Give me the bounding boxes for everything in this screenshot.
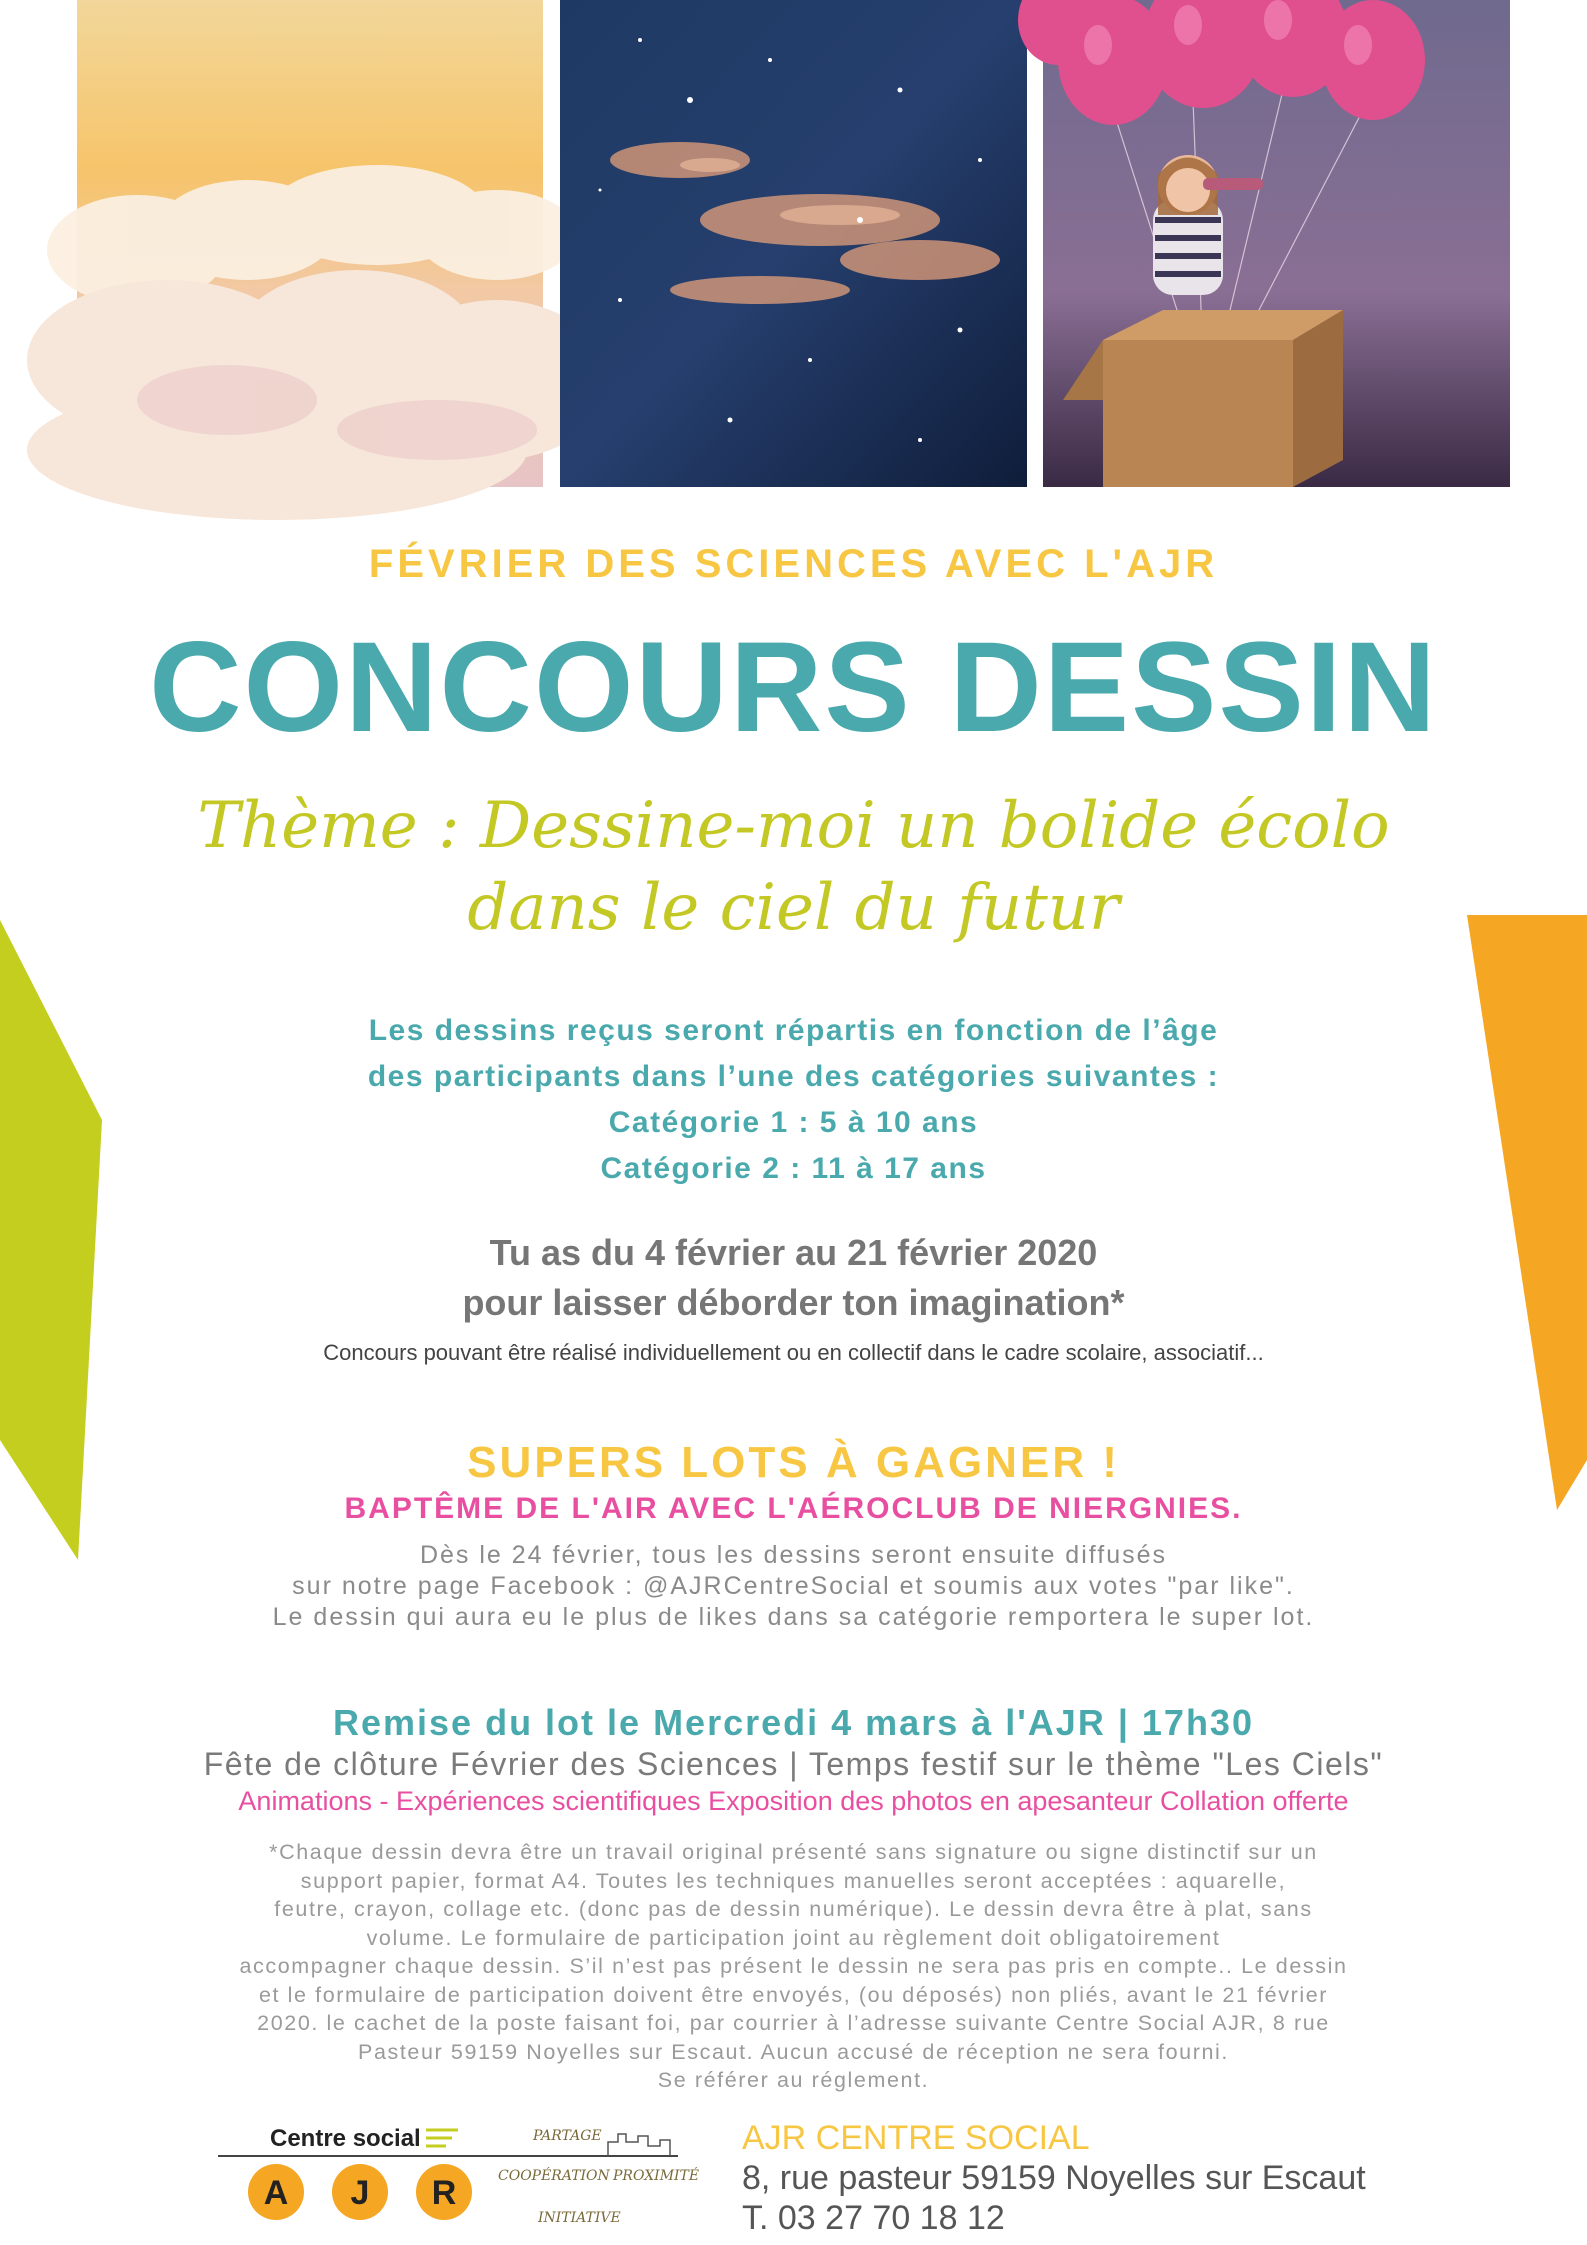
contact-name: AJR CENTRE SOCIAL [742, 2119, 1090, 2157]
category-item-1: Catégorie 1 : 5 à 10 ans [608, 1106, 979, 1139]
categories-intro-line-1: Les dessins reçus seront répartis en fonction de l’âge [368, 1014, 1219, 1047]
rules-line: support papier, format A4. Toutes les techniques manuelles seront acceptées : aquarelle, [300, 1868, 1287, 1893]
rules-line: feutre, crayon, collage etc. (donc pas de dessin numérique). Le dessin devra être à plat, sans [274, 1897, 1313, 1921]
collective-note: Concours pouvant être réalisé individuellement ou en collectif dans le cadre scolaire, associatif... [323, 1340, 1264, 1365]
period-block [0, 1228, 1587, 1328]
category-item-2: Catégorie 2 : 11 à 17 ans [600, 1152, 987, 1185]
logo-word-proximite: PROXIMITÉ [613, 2168, 700, 2184]
ajr-logo [208, 2116, 700, 2234]
award-title: Remise du lot le Mercredi 4 mars à l'AJR | 17h30 [333, 1702, 1254, 1743]
facebook-vote-info [0, 1540, 1587, 1633]
logo-letter-a: A [263, 2174, 289, 2212]
period-line-1: Tu as du 4 février au 21 février 2020 [489, 1232, 1098, 1273]
contact-address: 8, rue pasteur 59159 Noyelles sur Escaut [742, 2159, 1366, 2197]
prizes-subtitle: BAPTÊME DE L'AIR AVEC L'AÉROCLUB DE NIERGNIES. [344, 1492, 1243, 1525]
animations-line: Animations - Expériences scientifiques Exposition des photos en apesanteur Collation offerte [238, 1786, 1349, 1816]
prizes-title: SUPERS LOTS À GAGNER ! [467, 1438, 1120, 1487]
photo-clouds [77, 0, 543, 487]
event-supertitle: FÉVRIER DES SCIENCES AVEC L'AJR [368, 542, 1219, 586]
categories-intro-line-2: des participants dans l’une des catégories suivantes : [367, 1060, 1220, 1093]
rules-line: *Chaque dessin devra être un travail original présenté sans signature ou signe distinctif sur un [269, 1840, 1318, 1864]
logo-word-cooperation: COOPÉRATION [498, 2168, 610, 2184]
rules-text [130, 1838, 1457, 2095]
rules-line: 2020. le cachet de la poste faisant foi, par courrier à l’adresse suivante Centre Social AJR, 8 rue [257, 2011, 1330, 2035]
theme-line-1: Thème : Dessine-moi un bolide écolo [197, 789, 1390, 863]
period-line-2: pour laisser déborder ton imagination* [462, 1282, 1125, 1323]
logo-letter-j: J [350, 2174, 370, 2212]
theme-line-2: dans le ciel du futur [467, 871, 1120, 945]
rules-line: Pasteur 59159 Noyelles sur Escaut. Aucun accusé de réception ne sera fourni. [358, 2039, 1229, 2064]
facebook-line-1: Dès le 24 février, tous les dessins seront ensuite diffusés [419, 1541, 1168, 1569]
logo-brand-text: Centre social [270, 2125, 421, 2152]
facebook-line-2: sur notre page Facebook : @AJRCentreSocial et soumis aux votes "par like". [292, 1572, 1295, 1600]
page-title: CONCOURS DESSIN [149, 616, 1438, 759]
rules-line: Se référer au réglement. [657, 2068, 930, 2092]
closing-party: Fête de clôture Février des Sciences | Temps festif sur le thème "Les Ciels" [203, 1746, 1384, 1782]
rules-line: volume. Le formulaire de participation joint au règlement doit obligatoirement [366, 1925, 1221, 1950]
rules-line: accompagner chaque dessin. S’il n’est pas présent le dessin ne sera pas pris en compte.. Le dessin [239, 1954, 1348, 1978]
contact-phone: T. 03 27 70 18 12 [742, 2199, 1005, 2237]
facebook-line-3: Le dessin qui aura eu le plus de likes dans sa catégorie remportera le super lot. [272, 1603, 1315, 1631]
skyline-icon [608, 2134, 670, 2156]
logo-letter-r: R [431, 2174, 457, 2212]
categories-block [0, 1008, 1587, 1192]
photo-stars [560, 0, 1027, 487]
photo-balloons [1043, 0, 1510, 487]
logo-word-partage: PARTAGE [533, 2128, 602, 2144]
orange-side-shape [1465, 915, 1587, 1515]
theme-block [0, 785, 1587, 949]
contact-block [742, 2118, 1366, 2238]
rules-line: et le formulaire de participation doivent être envoyés, (ou déposés) non pliés, avant le 21 février [258, 1982, 1329, 2007]
logo-word-initiative: INITIATIVE [538, 2210, 621, 2226]
